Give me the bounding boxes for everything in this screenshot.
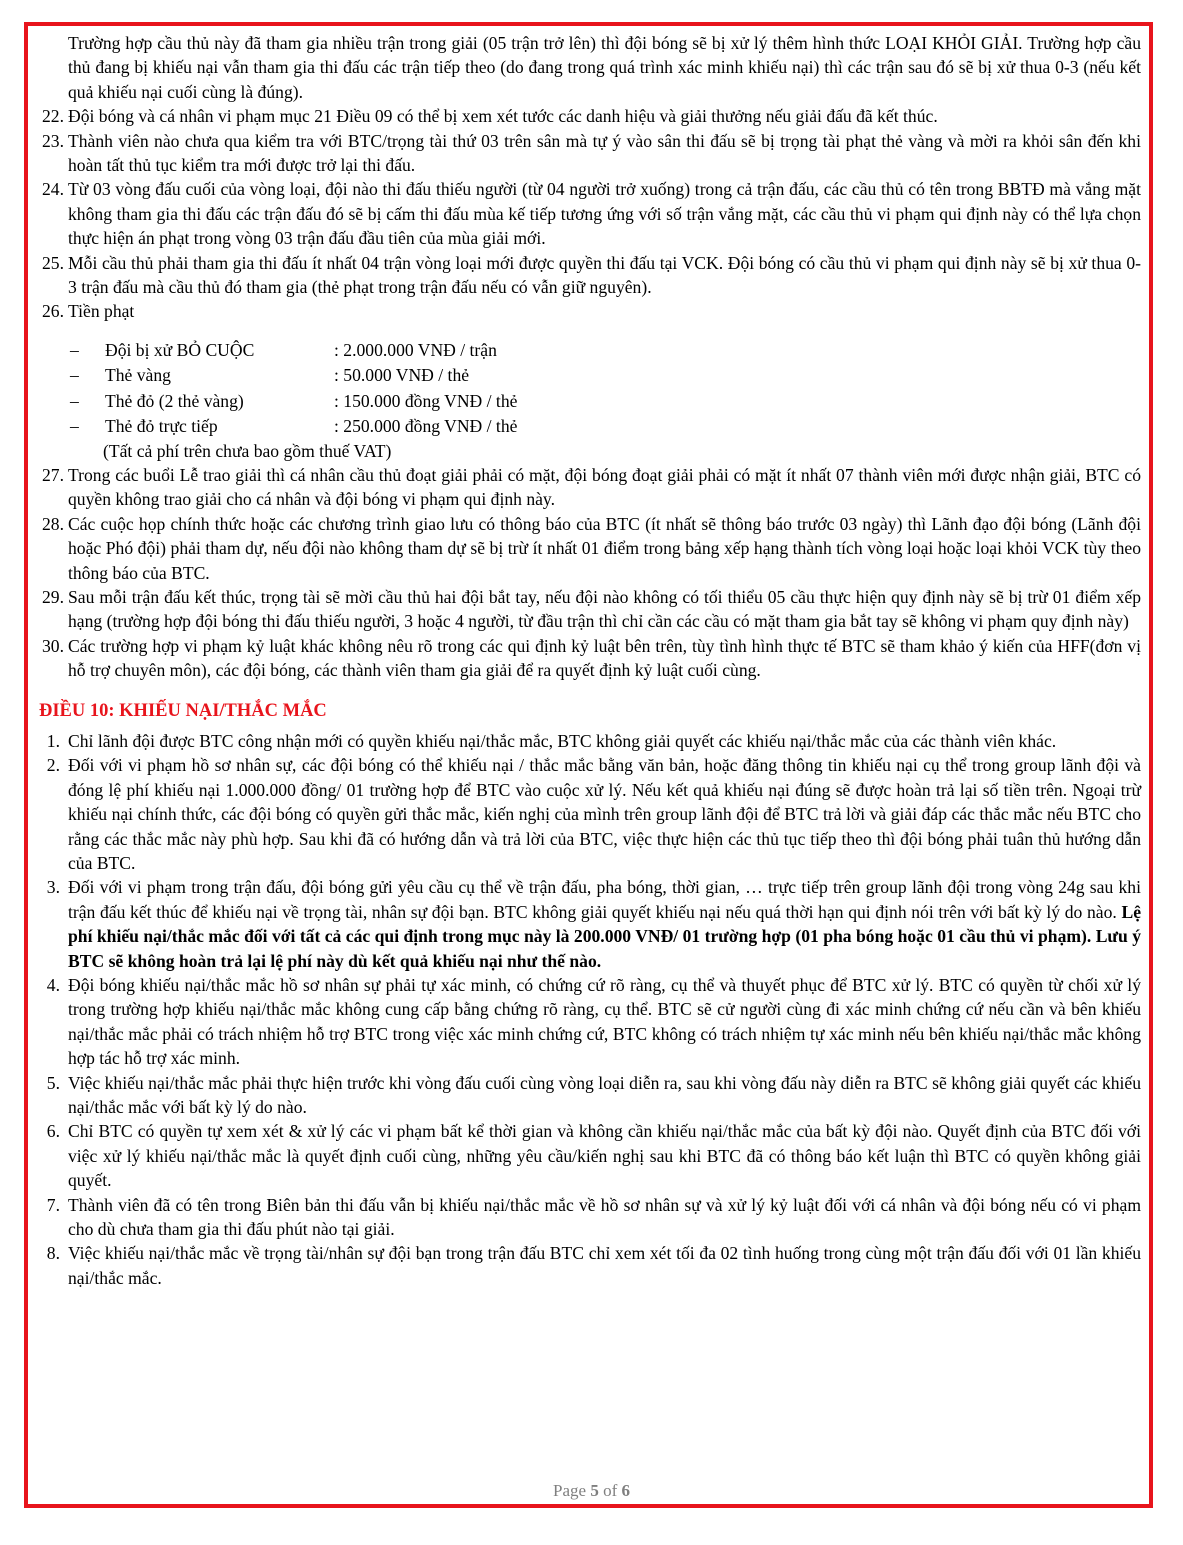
list-item: 1. Chỉ lãnh đội được BTC công nhận mới có quyền khiếu nại/thắc mắc, BTC không giải quyết các khiếu nại/thắc mắc của các thành viên khác. (46, 730, 1057, 751)
list-item: 27. Trong các buổi Lễ trao giải thì cá nhân cầu thủ đoạt giải phải có mặt, đội bóng đoạt giải phải có mặt ít nhất 07 thành viên mới được nhận giải, BTC có quyền không trao giải cho cá nhân và đội bóng vi phạm qui định này. (42, 464, 1141, 510)
list-item: 23. Thành viên nào chưa qua kiểm tra với BTC/trọng tài thứ 03 trên sân mà tự ý vào sân thi đấu sẽ bị trọng tài phạt thẻ vàng và mời ra khỏi sân đến khi hoàn tất thủ tục kiểm tra mới được trở lại thi đấu. (42, 130, 1141, 176)
rule-list-b (31, 463, 1141, 683)
complaint-list (31, 729, 1141, 1290)
fee-notice-bold: Lệ phí khiếu nại/thắc mắc đối với tất cả các qui định trong mục này là 200.000 VNĐ/ 01 trường hợp (01 pha bóng hoặc 01 cầu thủ vi phạm). Lưu ý BTC sẽ không hoàn trả lại lệ phí này dù kết quả khiếu nại như thế nào. (68, 901, 1141, 971)
fine-note: (Tất cả phí trên chưa bao gồm thuế VAT) (103, 440, 392, 461)
list-item: 6. Chỉ BTC có quyền tự xem xét & xử lý các vi phạm bất kể thời gian và không cần khiếu nại/thắc mắc của bất kỳ đội nào. Quyết định của BTC đối với việc xử lý khiếu nại/thắc mắc là quyết định cuối cùng, những yêu cầu/kiến nghị sau khi BTC đã có thông báo kết luận thì BTC có quyền không giải quyết. (46, 1121, 1141, 1191)
list-item: 25. Mỗi cầu thủ phải tham gia thi đấu ít nhất 04 trận vòng loại mới được quyền thi đấu tại VCK. Đội bóng có cầu thủ vi phạm qui định này sẽ bị xử thua 0-3 trận đấu mà cầu thủ đó tham gia (thẻ phạt trong trận đấu nếu có vẫn giữ nguyên). (42, 252, 1141, 298)
fine-row: – Thẻ vàng : 50.000 VNĐ / thẻ (70, 365, 470, 386)
continuation-paragraph: Trường hợp cầu thủ này đã tham gia nhiều trận trong giải (05 trận trở lên) thì đội bóng sẽ bị xử lý thêm hình thức LOẠI KHỎI GIẢI. Trường hợp cầu thủ đang bị khiếu nại vẫn tham gia thi đấu các trận tiếp theo (do đang trong quá trình xác minh khiếu nại) thì các trận sau đó sẽ bị xử thua 0-3 (nếu kết quả khiếu nại cuối cùng là đúng). (68, 33, 1141, 102)
total-page-number: 6 (621, 1481, 630, 1500)
list-item: 2. Đối với vi phạm hồ sơ nhân sự, các đội bóng có thể khiếu nại / thắc mắc bằng văn bản, hoặc đăng thông tin khiếu nại cụ thể trong group lãnh đội và đóng lệ phí khiếu nại 1.000.000 đồng/ 01 trường hợp để BTC vào cuộc xử lý. Nếu kết quả khiếu nại đúng sẽ được hoàn trả lại số tiền trên. Ngoại trừ khiếu nại chính thức, các đội bóng có quyền gửi thắc mắc, kiến nghị của mình trên group lãnh đội để BTC trả lời và giải đáp các thắc mắc nếu BTC cho rằng các thắc mắc này phù hợp. Sau khi đã có hướng dẫn và trả lời của BTC, việc thực hiện các thủ tục tiếp theo thì đội bóng phải tuân thủ hướng dẫn của BTC. (46, 755, 1141, 873)
footer-of: of (598, 1481, 622, 1500)
page-footer (0, 1481, 1183, 1501)
current-page-number: 5 (590, 1481, 599, 1500)
fine-table (31, 338, 1141, 463)
fine-row: – Thẻ đỏ (2 thẻ vàng) : 150.000 đồng VNĐ / thẻ (70, 390, 518, 411)
list-item: 22. Đội bóng và cá nhân vi phạm mục 21 Điều 09 có thể bị xem xét tước các danh hiệu và giải thưởng nếu giải đấu đã kết thúc. (42, 106, 938, 127)
list-item: 3. Đối với vi phạm trong trận đấu, đội bóng gửi yêu cầu cụ thể về trận đấu, pha bóng, thời gian, … trực tiếp trên group lãnh đội trong vòng 24g sau khi trận đấu kết thúc để khiếu nại về trọng tài, nhân sự đội bạn. BTC không giải quyết khiếu nại nếu quá thời hạn qui định nói trên với bất kỳ lý do nào. Lệ phí khiếu nại/thắc mắc đối với tất cả các qui định trong mục này là 200.000 VNĐ/ 01 trường hợp (01 pha bóng hoặc 01 cầu thủ vi phạm). Lưu ý BTC sẽ không hoàn trả lại lệ phí này dù kết quả khiếu nại như thế nào. (46, 877, 1141, 971)
rule-list-a (31, 104, 1141, 324)
section-heading: ĐIỀU 10: KHIẾU NẠI/THẮC MẮC (39, 700, 327, 721)
list-item: 5. Việc khiếu nại/thắc mắc phải thực hiện trước khi vòng đấu cuối cùng vòng loại diễn ra, sau khi vòng đấu này diễn ra BTC sẽ không giải quyết các khiếu nại/thắc mắc với bất kỳ lý do nào. (46, 1072, 1141, 1118)
list-item: 4. Đội bóng khiếu nại/thắc mắc hồ sơ nhân sự phải tự xác minh, có chứng cứ rõ ràng, cụ thể và thuyết phục để BTC xử lý. BTC có quyền từ chối xử lý trong trường hợp khiếu nại/thắc mắc không cung cấp bằng chứng rõ ràng, cụ thể. BTC sẽ cử người cùng đi xác minh chứng cứ nếu cần và bên khiếu nại/thắc mắc phải có trách nhiệm hỗ trợ BTC trong việc xác minh chứng cứ, BTC không có trách nhiệm tự xác minh nếu bên khiếu nại/thắc mắc không hợp tác hỗ trợ xác minh. (46, 975, 1141, 1069)
list-item: 7. Thành viên đã có tên trong Biên bản thi đấu vẫn bị khiếu nại/thắc mắc về hồ sơ nhân sự và xử lý kỷ luật đối với cá nhân và đội bóng nếu có vi phạm cho dù chưa tham gia thi đấu phút nào tại giải. (46, 1194, 1141, 1240)
list-item: 8. Việc khiếu nại/thắc mắc về trọng tài/nhân sự đội bạn trong trận đấu BTC chỉ xem xét tối đa 02 tình huống trong cùng một trận đấu đối với 01 lần khiếu nại/thắc mắc. (46, 1243, 1141, 1288)
list-item: 29. Sau mỗi trận đấu kết thúc, trọng tài sẽ mời cầu thủ hai đội bắt tay, nếu đội nào không có tối thiểu 05 cầu thực hiện quy định này sẽ bị trừ 01 điểm xếp hạng (trường hợp đội bóng thi đấu thiếu người, 3 hoặc 4 người, từ đầu trận thì chỉ cần các cầu có mặt tham gia bắt tay sẽ không vi phạm quy định này) (42, 586, 1141, 632)
list-item: 28. Các cuộc họp chính thức hoặc các chương trình giao lưu có thông báo của BTC (ít nhất sẽ thông báo trước 03 ngày) thì Lãnh đạo đội bóng (Lãnh đội hoặc Phó đội) phải tham dự, nếu đội nào không tham dự sẽ bị trừ ít nhất 01 điểm trong bảng xếp hạng thành tích vòng loại hoặc loại khỏi VCK tùy theo thông báo của BTC. (42, 513, 1141, 583)
list-item: 26. Tiền phạt (42, 301, 135, 322)
fine-row: – Thẻ đỏ trực tiếp : 250.000 đồng VNĐ / thẻ (70, 416, 518, 437)
fine-row: – Đội bị xử BỎ CUỘC : 2.000.000 VNĐ / trận (70, 339, 497, 360)
list-item: 24. Từ 03 vòng đấu cuối của vòng loại, đội nào thi đấu thiếu người (từ 04 người trở xuống) trong cả trận đấu, các cầu thủ có tên trong BBTĐ mà vắng mặt không tham gia thi đấu các trận đấu đó sẽ bị cấm thi đấu mùa kế tiếp tương ứng với số trận vắng mặt, các cầu thủ vi phạm qui định này có thể lựa chọn thực hiện án phạt trong vòng 03 trận đấu đầu tiên của mùa giải mới. (42, 179, 1141, 249)
document-body (31, 31, 1141, 1290)
footer-prefix: Page (553, 1481, 591, 1500)
list-item: 30. Các trường hợp vi phạm kỷ luật khác không nêu rõ trong các qui định kỷ luật bên trên, tùy tình hình thực tế BTC sẽ tham khảo ý kiến của HFF(đơn vị hỗ trợ chuyên môn), các đội bóng, các thành viên tham gia giải để ra quyết định kỷ luật cuối cùng. (42, 635, 1141, 681)
